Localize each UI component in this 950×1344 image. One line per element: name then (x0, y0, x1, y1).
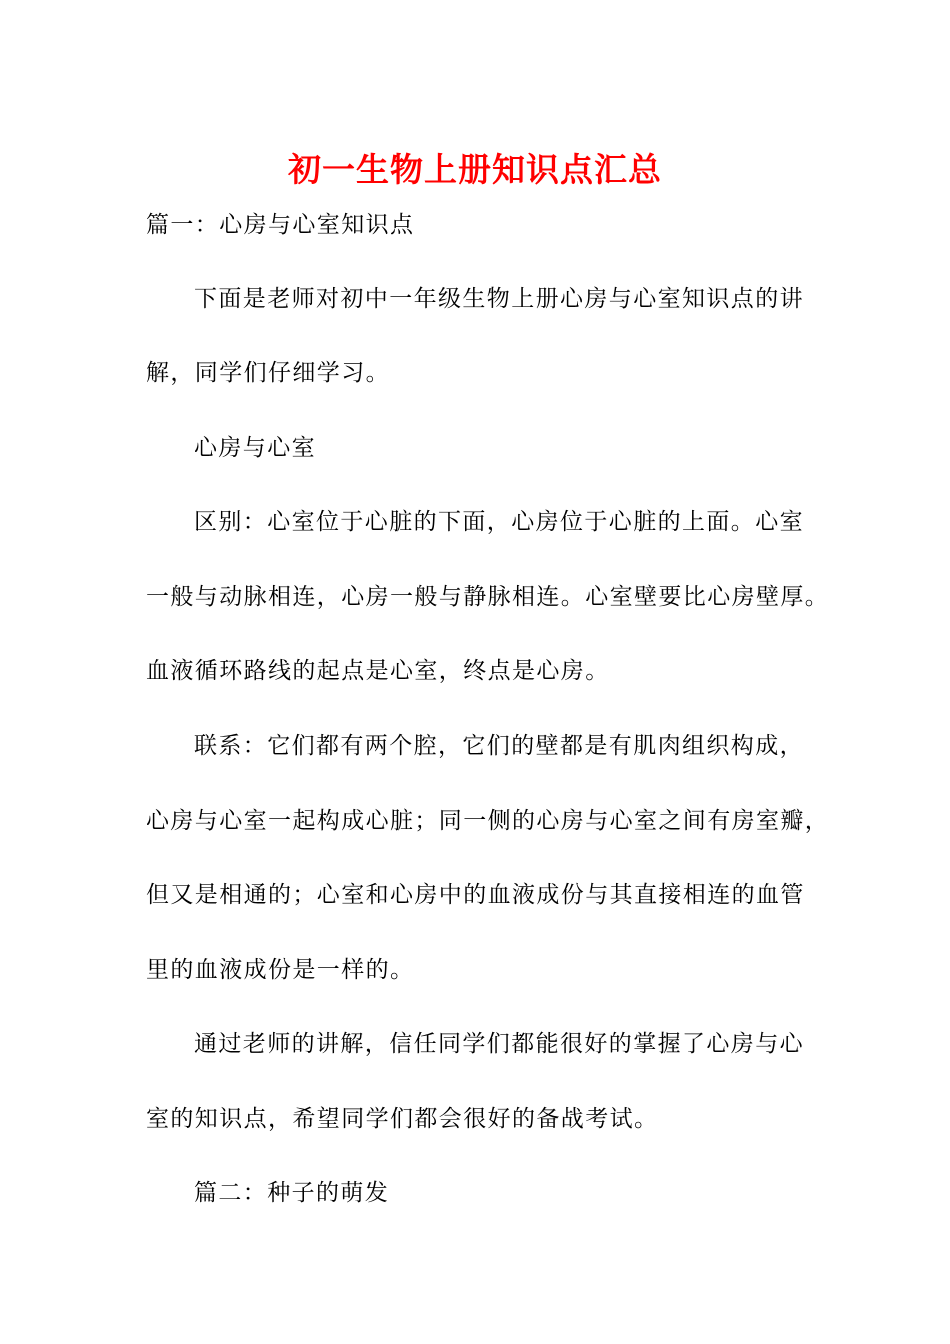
paragraph-line: 区别：心室位于心脏的下面，心房位于心脏的上面。心室 (194, 509, 804, 535)
paragraph-line: 联系：它们都有两个腔，它们的壁都是有肌肉组织构成， (194, 733, 804, 759)
paragraph-line: 心房与心室一起构成心脏；同一侧的心房与心室之间有房室瓣， (146, 808, 830, 834)
paragraph-line: 解，同学们仔细学习。 (146, 360, 390, 386)
document-title: 初一生物上册知识点汇总 (288, 150, 662, 189)
paragraph-line: 血液循环路线的起点是心室，终点是心房。 (146, 658, 610, 684)
paragraph-line: 通过老师的讲解，信任同学们都能很好的掌握了心房与心 (194, 1031, 804, 1057)
paragraph-line: 里的血液成份是一样的。 (146, 957, 415, 983)
section-heading-2: 篇二：种子的萌发 (194, 1180, 390, 1206)
paragraph-line: 一般与动脉相连，心房一般与静脉相连。心室壁要比心房壁厚。 (146, 584, 830, 610)
subheading: 心房与心室 (194, 435, 316, 461)
paragraph-line: 下面是老师对初中一年级生物上册心房与心室知识点的讲 (194, 286, 804, 312)
paragraph-line: 但又是相通的；心室和心房中的血液成份与其直接相连的血管 (146, 882, 805, 908)
section-heading-1: 篇一：心房与心室知识点 (146, 212, 415, 238)
paragraph-line: 室的知识点，希望同学们都会很好的备战考试。 (146, 1106, 659, 1132)
